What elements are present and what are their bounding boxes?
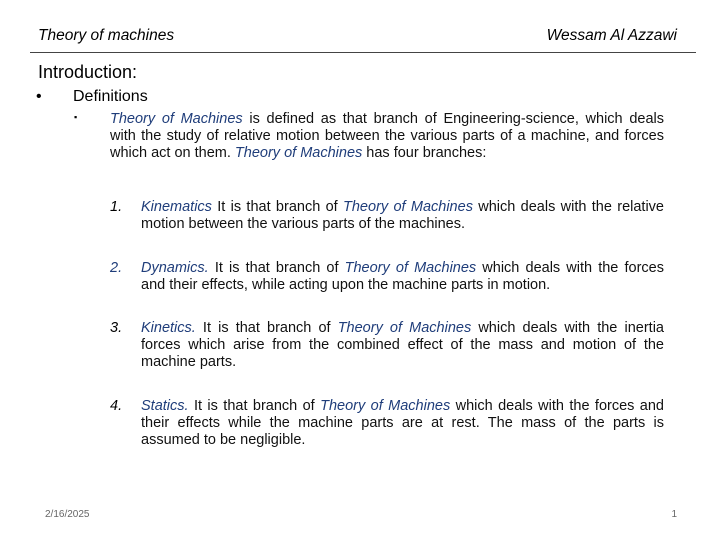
branch-name: Statics. [141,398,189,414]
branch-item-kinetics [141,320,664,371]
branch-item-dynamics [141,260,664,294]
header-divider [30,52,696,53]
branch-text: which deals with the inertia forces which arise from the combined effect of the mass and motion of the machine parts. [141,320,664,370]
branch-text: It is that branch of [188,398,321,414]
bullet-icon: • [36,88,42,105]
branch-ref: Theory of Machines [343,199,473,215]
branch-name: Kinematics [141,199,212,215]
branch-number: 4. [110,398,123,414]
branch-number: 2. [110,260,123,276]
branch-item-kinematics [141,199,664,233]
definition-text-2: has four branches: [362,145,487,161]
branch-text: which deals with the relative motion between the various parts of the machines. [141,199,664,232]
branch-text: It is that branch of [208,260,345,276]
header-author: Wessam Al Azzawi [546,27,677,44]
definition-term: Theory of Machines [110,111,243,127]
definition-paragraph [110,111,664,162]
branch-ref: Theory of Machines [337,320,472,336]
branch-ref: Theory of Machines [344,260,477,276]
definition-term-2: Theory of Machines [234,145,363,161]
branch-item-statics [141,398,664,449]
square-bullet-icon: ▪ [74,112,78,122]
branch-text: It is that branch of [195,320,338,336]
definition-text: is defined as that branch of Engineering-science, which deals with the study of relative motion between the various parts of a machine, and forces which act on them. [110,111,664,161]
section-title: Introduction: [38,62,138,82]
branch-name: Kinetics. [141,320,196,336]
branch-ref: Theory of Machines [320,398,451,414]
footer-date: 2/16/2025 [45,509,90,520]
subsection-title: Definitions [73,88,148,105]
branch-text: which deals with the forces and their effects while the machine parts are at rest. The mass of the parts is assumed to be negligible. [141,398,664,448]
header-course-title: Theory of machines [38,27,175,44]
branch-text: It is that branch of [211,199,344,215]
branch-text: which deals with the forces and their effects, while acting upon the machine parts in motion. [141,260,664,293]
footer-page-number: 1 [671,509,677,520]
branch-number: 1. [110,199,123,215]
branch-number: 3. [110,320,123,336]
branch-name: Dynamics. [141,260,209,276]
